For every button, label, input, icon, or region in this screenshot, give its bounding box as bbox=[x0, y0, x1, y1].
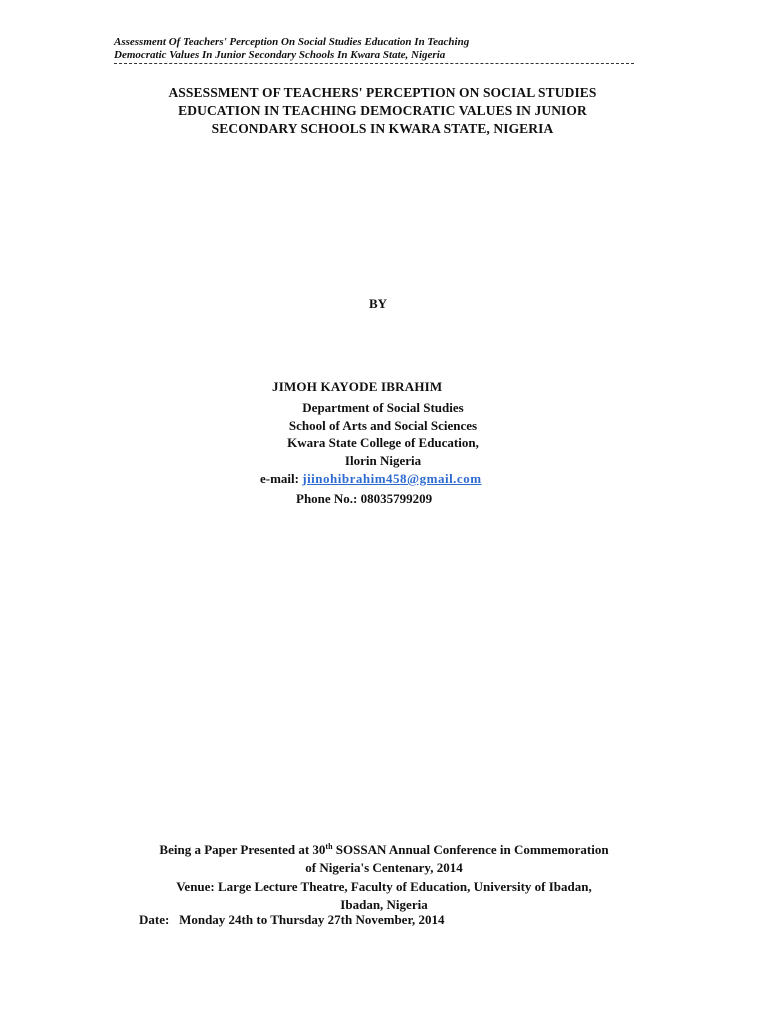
header-rule bbox=[114, 63, 634, 64]
affiliation-school: School of Arts and Social Sciences bbox=[288, 417, 478, 433]
ordinal-suffix: th bbox=[325, 842, 333, 851]
email-line bbox=[260, 471, 482, 487]
running-header-line-1: Assessment Of Teachers' Perception On Social Studies Education In Teaching bbox=[114, 36, 470, 48]
venue-line-2: Ibadan, Nigeria bbox=[340, 896, 428, 912]
date-label: Date: bbox=[139, 912, 170, 927]
title-line-3: SECONDARY SCHOOLS IN KWARA STATE, NIGERIA bbox=[211, 121, 554, 136]
by-label: BY bbox=[368, 296, 388, 311]
email-link[interactable]: jiinohibrahim458@gmail.com bbox=[302, 471, 482, 486]
email-label: e-mail: bbox=[260, 471, 299, 486]
phone-number: 08035799209 bbox=[360, 491, 433, 506]
date-line bbox=[139, 912, 445, 928]
presentation-line-1-start: Being a Paper Presented at 30 bbox=[159, 842, 326, 857]
author-affiliation bbox=[200, 399, 566, 469]
venue bbox=[114, 878, 654, 913]
title-line-1: ASSESSMENT OF TEACHERS' PERCEPTION ON SOCIAL STUDIES bbox=[168, 85, 597, 100]
author-name: JIMOH KAYODE IBRAHIM bbox=[272, 379, 443, 394]
presentation-statement bbox=[114, 841, 654, 877]
title-line-2: EDUCATION IN TEACHING DEMOCRATIC VALUES IN JUNIOR bbox=[178, 103, 587, 118]
running-header bbox=[114, 36, 634, 64]
affiliation-college: Kwara State College of Education, bbox=[287, 435, 479, 450]
affiliation-location: Ilorin Nigeria bbox=[344, 452, 422, 468]
venue-line-1: Venue: Large Lecture Theatre, Faculty of Education, University of Ibadan, bbox=[176, 879, 592, 894]
phone-label: Phone No.: bbox=[296, 491, 358, 506]
affiliation-department: Department of Social Studies bbox=[302, 400, 464, 415]
presentation-line-1 bbox=[114, 841, 654, 859]
presentation-line-2: of Nigeria's Centenary, 2014 bbox=[305, 860, 463, 875]
paper-title bbox=[110, 84, 655, 138]
date-value: Monday 24th to Thursday 27th November, 2014 bbox=[179, 912, 445, 927]
running-header-line-2: Democratic Values In Junior Secondary Schools In Kwara State, Nigeria bbox=[114, 49, 446, 61]
presentation-line-1-end: SOSSAN Annual Conference in Commemoration bbox=[332, 842, 609, 857]
phone-line bbox=[296, 491, 432, 507]
